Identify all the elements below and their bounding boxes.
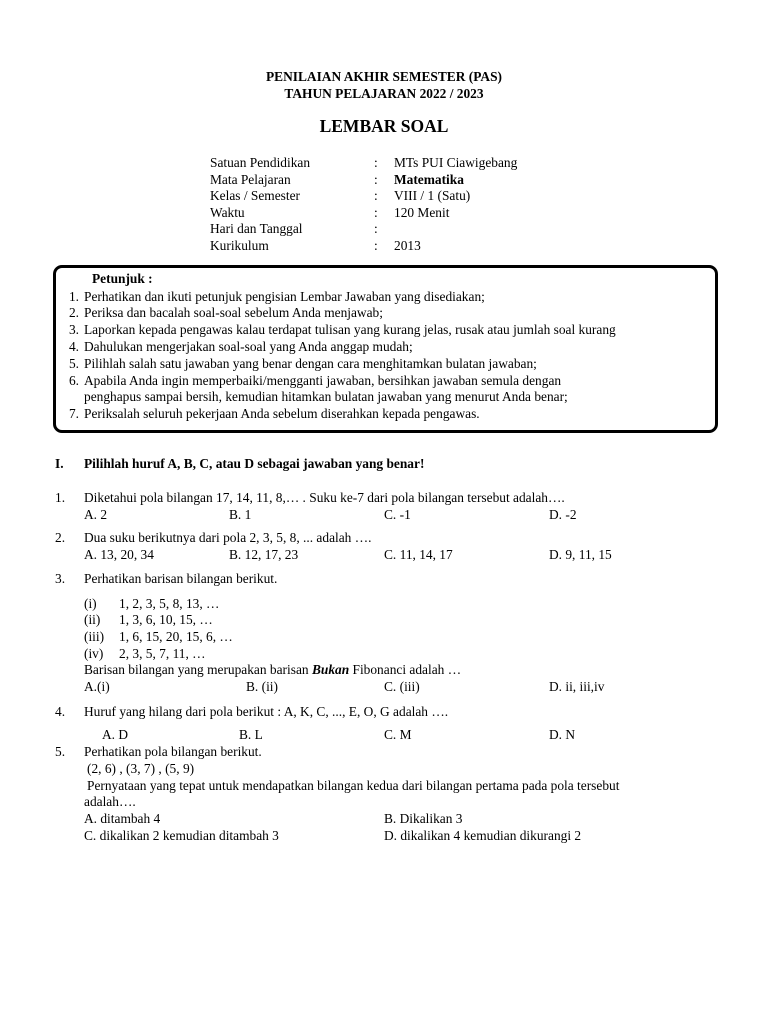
instruction-number: 2.: [68, 305, 79, 320]
instruction-text-continued: penghapus sampai bersih, kemudian hitamkan bulatan jawaban yang menurut Anda benar;: [84, 389, 568, 404]
option-b: B. 1: [229, 507, 252, 522]
instruction-number: 4.: [68, 339, 79, 354]
instruction-number: 1.: [68, 289, 79, 304]
number-pairs: (2, 6) , (3, 7) , (5, 9): [87, 761, 195, 776]
question-text: Perhatikan pola bilangan berikut.: [84, 744, 262, 759]
sequence-values: 1, 3, 6, 10, 15, …: [119, 612, 213, 627]
question-number: 3.: [55, 571, 66, 586]
sequence-label: (ii): [84, 612, 101, 627]
instruction-text: Periksa dan bacalah soal-soal sebelum Anda menjawab;: [84, 305, 383, 320]
identity-label: Satuan Pendidikan: [210, 155, 311, 170]
option-d: D. -2: [549, 507, 577, 522]
sequence-values: 2, 3, 5, 7, 11, …: [119, 646, 206, 661]
option-b: B. Dikalikan 3: [384, 811, 463, 826]
option-a: A. D: [102, 727, 129, 742]
option-c: C. 11, 14, 17: [384, 547, 453, 562]
option-c: C. M: [384, 727, 412, 742]
option-b: B. (ii): [246, 679, 278, 694]
instruction-text: Pilihlah salah satu jawaban yang benar dengan cara menghitamkan bulatan jawaban;: [84, 356, 537, 371]
option-d: D. dikalikan 4 kemudian dikurangi 2: [384, 828, 582, 843]
identity-value-subject: Matematika: [394, 172, 464, 187]
sequence-values: 1, 6, 15, 20, 15, 6, …: [119, 629, 233, 644]
option-c: C. (iii): [384, 679, 420, 694]
question-stem: [84, 662, 461, 679]
section-number: I.: [55, 456, 64, 471]
stem-text: Barisan bilangan yang merupakan barisan: [84, 662, 312, 677]
identity-colon: :: [374, 238, 378, 253]
page-title: LEMBAR SOAL: [319, 116, 449, 136]
question-text: Perhatikan barisan bilangan berikut.: [84, 571, 278, 586]
option-b: B. L: [239, 727, 263, 742]
instruction-text: Laporkan kepada pengawas kalau terdapat tulisan yang kurang jelas, rusak atau jumlah soal kurang: [84, 322, 616, 337]
instructions-title: Petunjuk :: [92, 271, 153, 286]
identity-label: Kelas / Semester: [210, 188, 300, 203]
instruction-number: 7.: [68, 406, 79, 421]
instruction-number: 6.: [68, 373, 79, 388]
stem-text: Fibonanci adalah …: [349, 662, 462, 677]
identity-colon: :: [374, 155, 378, 170]
option-a: A. 13, 20, 34: [84, 547, 154, 562]
identity-value-class: VIII / 1 (Satu): [394, 188, 471, 203]
identity-label: Waktu: [210, 205, 245, 220]
identity-value-curriculum: 2013: [394, 238, 421, 253]
identity-value-time: 120 Menit: [394, 205, 450, 220]
identity-colon: :: [374, 188, 378, 203]
question-text: Huruf yang hilang dari pola berikut : A, K, C, ..., E, O, G adalah ….: [84, 704, 449, 719]
question-number: 5.: [55, 744, 66, 759]
question-number: 1.: [55, 490, 66, 505]
question-text: Diketahui pola bilangan 17, 14, 11, 8,… . Suku ke-7 dari pola bilangan tersebut adalah….: [84, 490, 565, 505]
option-a: A.(i): [84, 679, 110, 694]
option-a: A. 2: [84, 507, 108, 522]
identity-label: Hari dan Tanggal: [210, 221, 303, 236]
question-number: 4.: [55, 704, 66, 719]
question-number: 2.: [55, 530, 66, 545]
identity-colon: :: [374, 221, 378, 236]
exam-header-line2: TAHUN PELAJARAN 2022 / 2023: [284, 86, 484, 101]
stem-emphasis: Bukan: [311, 662, 350, 677]
sequence-label: (iv): [84, 646, 104, 661]
option-b: B. 12, 17, 23: [229, 547, 299, 562]
identity-colon: :: [374, 205, 378, 220]
sequence-label: (i): [84, 596, 97, 611]
sequence-values: 1, 2, 3, 5, 8, 13, …: [119, 596, 220, 611]
option-d: D. ii, iii,iv: [549, 679, 605, 694]
option-a: A. ditambah 4: [84, 811, 161, 826]
option-c: C. dikalikan 2 kemudian ditambah 3: [84, 828, 279, 843]
identity-colon: :: [374, 172, 378, 187]
instruction-number: 3.: [68, 322, 79, 337]
option-d: D. 9, 11, 15: [549, 547, 612, 562]
identity-value-school: MTs PUI Ciawigebang: [394, 155, 518, 170]
identity-label: Mata Pelajaran: [210, 172, 291, 187]
question-stem: Pernyataan yang tepat untuk mendapatkan bilangan kedua dari bilangan pertama pada pola tersebut: [87, 778, 620, 793]
instruction-text: Perhatikan dan ikuti petunjuk pengisian Lembar Jawaban yang disediakan;: [84, 289, 485, 304]
option-d: D. N: [549, 727, 576, 742]
option-c: C. -1: [384, 507, 411, 522]
question-text: Dua suku berikutnya dari pola 2, 3, 5, 8, ... adalah ….: [84, 530, 372, 545]
section-title: Pilihlah huruf A, B, C, atau D sebagai jawaban yang benar!: [84, 456, 425, 471]
sequence-label: (iii): [84, 629, 105, 644]
instruction-text: Dahulukan mengerjakan soal-soal yang Anda anggap mudah;: [84, 339, 413, 354]
question-stem-continued: adalah….: [84, 794, 136, 809]
exam-header-line1: PENILAIAN AKHIR SEMESTER (PAS): [266, 69, 502, 84]
identity-label: Kurikulum: [210, 238, 269, 253]
instruction-text: Apabila Anda ingin memperbaiki/mengganti jawaban, bersihkan jawaban semula dengan: [84, 373, 562, 388]
instruction-number: 5.: [68, 356, 79, 371]
instruction-text: Periksalah seluruh pekerjaan Anda sebelum diserahkan kepada pengawas.: [84, 406, 480, 421]
